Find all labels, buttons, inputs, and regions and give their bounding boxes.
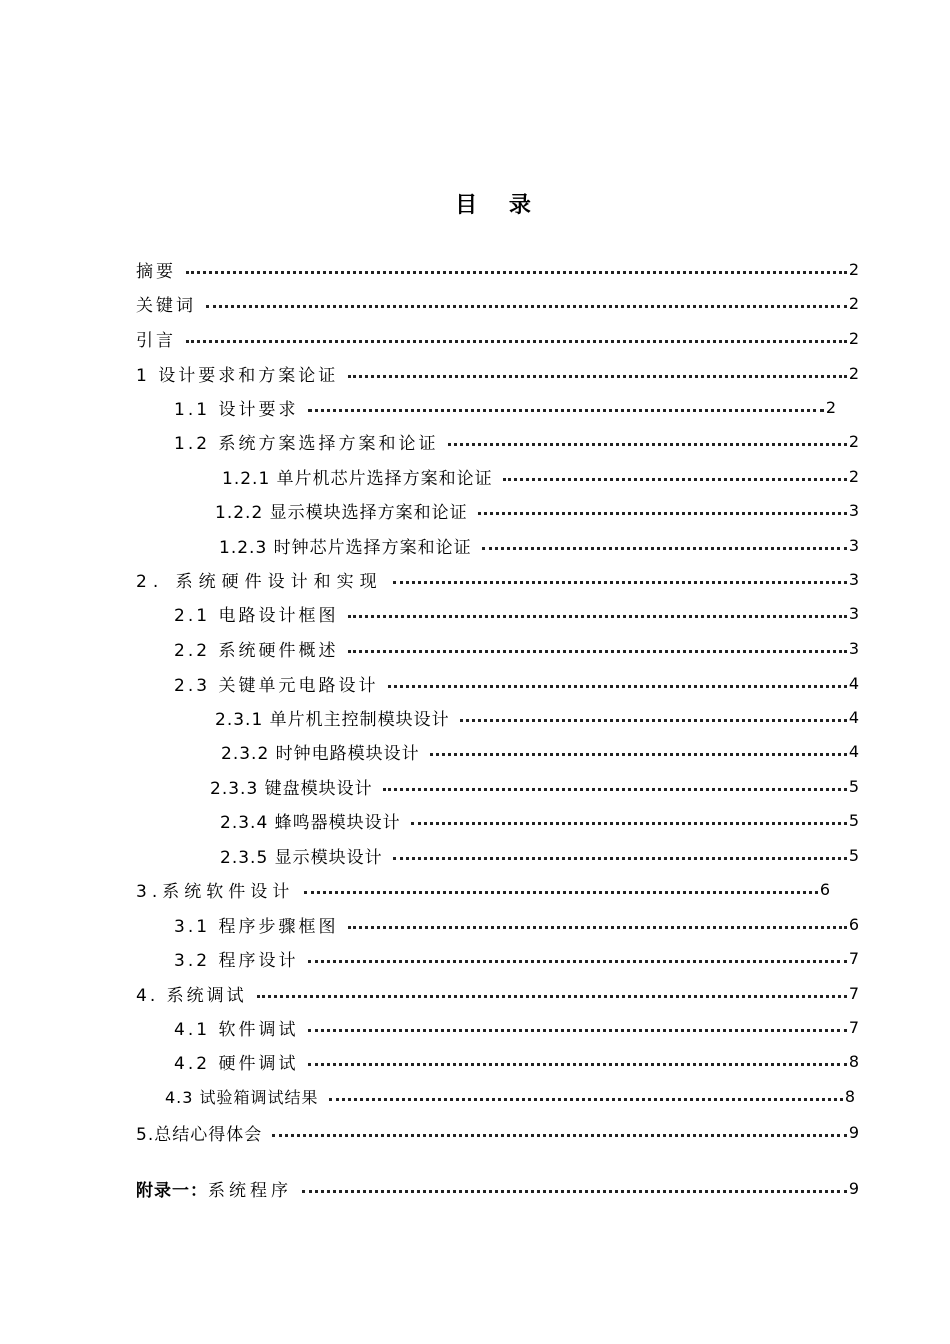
toc-label: 2.3 关键单元电路设计	[174, 675, 379, 696]
toc-page-number: 3	[848, 638, 859, 658]
toc-page-number: 4	[848, 673, 859, 693]
dot-leader	[186, 340, 847, 343]
dot-leader	[478, 512, 847, 515]
toc-page-number: 2	[848, 328, 859, 348]
toc-page-number: 7	[848, 983, 859, 1003]
toc-entry-abstract[interactable]	[136, 257, 859, 281]
toc-entry-2-3-4[interactable]	[220, 808, 859, 832]
toc-page-number: 6	[819, 879, 830, 899]
toc-page-number: 5	[848, 776, 859, 796]
toc-label: 2.3.4 蜂鸣器模块设计	[220, 812, 401, 833]
toc-page-number: 7	[848, 1017, 859, 1037]
toc-page-number: 3	[848, 535, 859, 555]
toc-entry-2-2[interactable]	[174, 636, 859, 660]
dot-leader	[272, 1134, 847, 1137]
toc-label: 4.2 硬件调试	[174, 1053, 299, 1074]
dot-leader	[257, 995, 847, 998]
toc-entry-1-2-3[interactable]	[219, 533, 859, 557]
appendix-prefix: 附录一：	[136, 1180, 208, 1201]
toc-page-number: 5	[848, 810, 859, 830]
toc-entry-2[interactable]	[136, 567, 859, 591]
toc-page-number: 9	[848, 1122, 859, 1142]
dot-leader	[388, 685, 846, 688]
toc-page-number: 2	[848, 293, 859, 313]
toc-label: 1.2 系统方案选择方案和论证	[174, 433, 439, 454]
toc-label: 摘要	[136, 261, 176, 282]
toc-entry-1-2-1[interactable]	[222, 464, 859, 488]
toc-entry-4[interactable]	[136, 981, 859, 1005]
toc-entry-appendix-1[interactable]	[136, 1176, 859, 1200]
toc-page-number: 2	[848, 259, 859, 279]
toc-page-number: 2	[825, 397, 836, 417]
toc-entry-3-2[interactable]	[174, 946, 859, 970]
dot-leader	[383, 788, 847, 791]
toc-entry-1-1[interactable]	[174, 395, 836, 419]
toc-label: 1.2.2 显示模块选择方案和论证	[215, 502, 468, 523]
toc-entry-keywords[interactable]	[136, 291, 859, 315]
toc-label: 引言	[136, 330, 176, 351]
toc-entry-4-1[interactable]	[174, 1015, 859, 1039]
toc-entry-3-1[interactable]	[174, 912, 859, 936]
toc-label: 1.2.3 时钟芯片选择方案和论证	[219, 537, 472, 558]
appendix-title: 系统程序	[208, 1180, 292, 1201]
dot-leader	[302, 1190, 847, 1193]
toc-entry-2-3[interactable]	[174, 671, 859, 695]
toc-entry-1-2[interactable]	[174, 429, 859, 453]
toc-label: 2.3.3 键盘模块设计	[210, 778, 373, 799]
toc-entry-2-3-3[interactable]	[210, 774, 859, 798]
toc-page-number: 8	[848, 1051, 859, 1071]
toc-page-number: 2	[848, 466, 859, 486]
toc-entry-4-2[interactable]	[174, 1049, 859, 1073]
dot-leader	[206, 305, 847, 308]
dot-leader	[393, 581, 847, 584]
toc-page-number: 2	[848, 431, 859, 451]
toc-label: 2.1 电路设计框图	[174, 605, 339, 626]
toc-page-number: 4	[848, 741, 859, 761]
toc-entry-introduction[interactable]	[136, 326, 859, 350]
dot-leader	[308, 409, 823, 412]
dot-leader	[329, 1098, 843, 1101]
toc-label: 3.2 程序设计	[174, 950, 299, 971]
toc-page-number: 7	[848, 948, 859, 968]
toc-label: 1.1 设计要求	[174, 399, 299, 420]
dot-leader	[308, 960, 846, 963]
toc-entry-4-3[interactable]	[165, 1084, 855, 1108]
toc-label: 4.1 软件调试	[174, 1019, 299, 1040]
toc-entry-5[interactable]	[136, 1120, 859, 1144]
dot-leader	[393, 857, 847, 860]
toc-label: 1.2.1 单片机芯片选择方案和论证	[222, 468, 493, 489]
toc-label: 2.3.1 单片机主控制模块设计	[215, 709, 450, 730]
toc-page-number: 2	[848, 363, 859, 383]
toc-page-number: 3	[848, 500, 859, 520]
dot-leader	[503, 478, 847, 481]
toc-entry-2-1[interactable]	[174, 601, 859, 625]
toc-label: 1 设计要求和方案论证	[136, 365, 339, 386]
dot-leader	[348, 615, 846, 618]
toc-page-number: 9	[848, 1178, 859, 1198]
toc-label: 5.总结心得体会	[136, 1124, 263, 1145]
toc-label: 关键词	[136, 295, 196, 316]
toc-page-number: 3	[848, 603, 859, 623]
dot-leader	[430, 753, 847, 756]
toc-page-number: 8	[844, 1086, 855, 1106]
toc-page-number: 6	[848, 914, 859, 934]
dot-leader	[411, 822, 847, 825]
dot-leader	[308, 1029, 846, 1032]
dot-leader	[460, 719, 847, 722]
toc-entry-1[interactable]	[136, 361, 859, 385]
dot-leader	[348, 375, 847, 378]
toc-entry-1-2-2[interactable]	[215, 498, 859, 522]
toc-page-number: 5	[848, 845, 859, 865]
toc-label: 2.3.2 时钟电路模块设计	[221, 743, 420, 764]
toc-label: 3.1 程序步骤框图	[174, 916, 339, 937]
toc-page-number: 4	[848, 707, 859, 727]
dot-leader	[482, 547, 847, 550]
toc-label: 4. 系统调试	[136, 985, 247, 1006]
toc-entry-3[interactable]	[136, 877, 830, 901]
page-title: 目 录	[455, 193, 543, 218]
dot-leader	[186, 271, 847, 274]
toc-label: 2.2 系统硬件概述	[174, 640, 339, 661]
toc-label	[136, 1176, 302, 1201]
dot-leader	[348, 650, 846, 653]
toc-entry-2-3-5[interactable]	[220, 843, 859, 867]
dot-leader	[308, 1063, 846, 1066]
dot-leader	[304, 891, 818, 894]
toc-label: 2. 系统硬件设计和实现	[136, 571, 383, 592]
dot-leader	[448, 443, 846, 446]
toc-label: 3.系统软件设计	[136, 881, 295, 902]
dot-leader	[348, 926, 846, 929]
toc-label: 2.3.5 显示模块设计	[220, 847, 383, 868]
toc-entry-2-3-1[interactable]	[215, 705, 859, 729]
toc-label: 4.3 试验箱调试结果	[165, 1087, 319, 1107]
toc-page-number: 3	[848, 569, 859, 589]
toc-entry-2-3-2[interactable]	[221, 739, 859, 763]
